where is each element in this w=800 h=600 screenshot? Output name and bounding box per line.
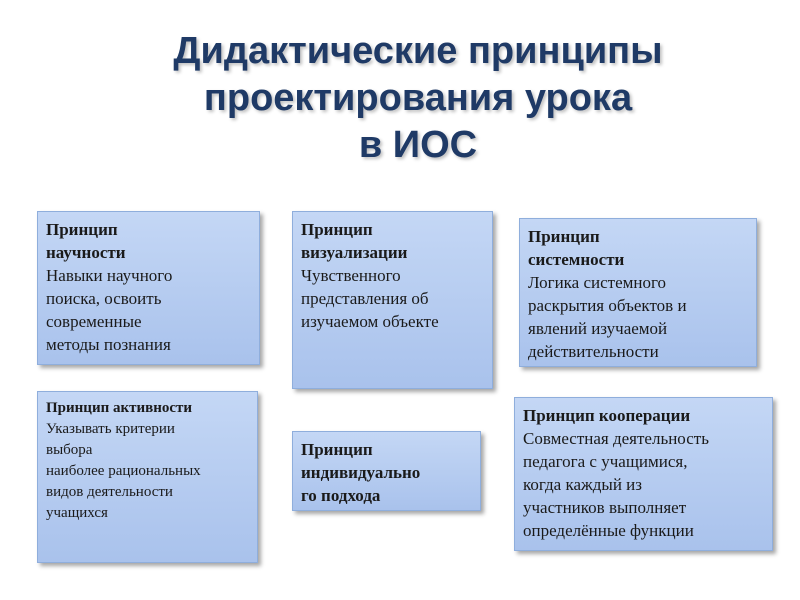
- card-principle-aktivnost: [37, 391, 258, 563]
- card-principle-sistemnost: [519, 218, 757, 367]
- title-line-1: Дидактические принципы: [173, 30, 663, 72]
- card-heading: Принцип системности: [528, 227, 625, 269]
- card-principle-vizualizaciya: [292, 211, 493, 389]
- title-line-2: проектирования урока: [203, 77, 633, 119]
- card-principle-nauchnost: [37, 211, 260, 365]
- card-principle-individualny: [292, 431, 481, 511]
- card-body: Указывать критерии выбора наиболее рациональных видов деятельности учащихся: [46, 421, 201, 521]
- card-heading: Принцип научности: [46, 220, 126, 262]
- card-principle-kooperaciya: [514, 397, 773, 551]
- title-line-3: в ИОС: [358, 124, 478, 166]
- card-body: Навыки научного поиска, освоить современные методы познания: [46, 266, 173, 354]
- card-heading: Принцип активности: [46, 400, 193, 416]
- slide-title: [0, 28, 800, 169]
- card-heading: Принцип визуализации: [301, 220, 408, 262]
- card-body: Совместная деятельность педагога с учащимися, когда каждый из участников выполняет определённые функции: [523, 429, 709, 540]
- card-body: Чувственного представления об изучаемом объекте: [301, 266, 439, 331]
- card-heading: Принцип индивидуально го подхода: [301, 440, 421, 505]
- card-heading: Принцип кооперации: [523, 406, 691, 425]
- card-body: Логика системного раскрытия объектов и явлений изучаемой действительности: [528, 273, 687, 361]
